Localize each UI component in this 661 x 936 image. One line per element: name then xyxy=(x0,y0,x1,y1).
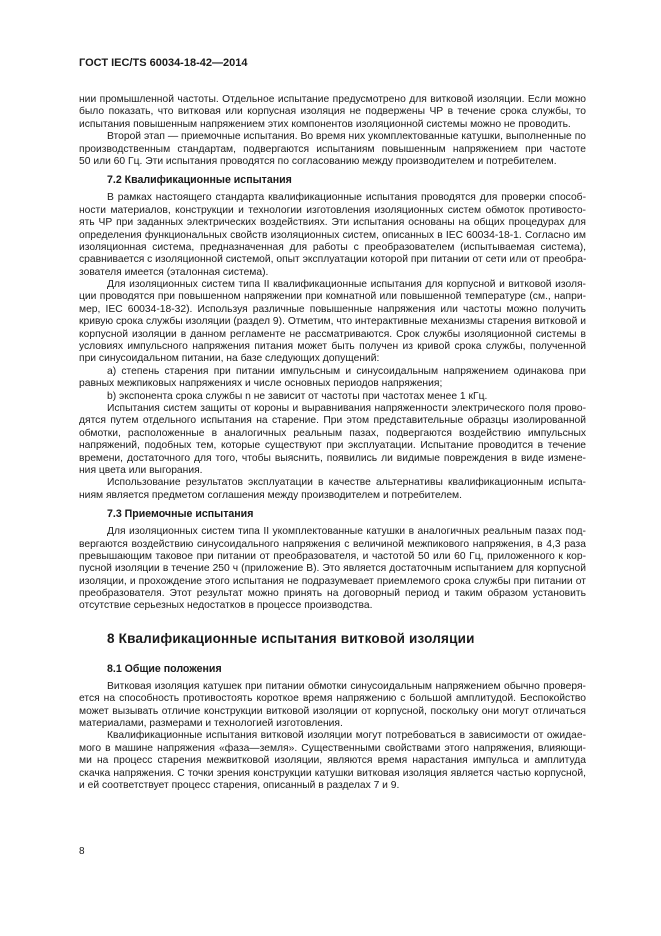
document-body xyxy=(79,94,586,792)
subsection-heading: 8.1 Общие положения xyxy=(107,662,222,675)
text-line: ции проводятся при повышенном напряжении при комнатной или повышенной температуре (см., напри- xyxy=(79,291,586,303)
paragraph xyxy=(79,730,586,792)
page-number: 8 xyxy=(79,846,85,857)
text-line: определения функциональных свойств изоляционных систем, описанных в IEC 60034-18-1. Согласно им xyxy=(79,229,586,241)
text-line: может вызывать отличие конструкции витковой изоляции от корпусной, поскольку они могут отличаться xyxy=(79,705,586,717)
text-line: скачка напряжения. С точки зрения конструкции катушки витковая изоляция является частью корпусной, xyxy=(79,767,586,779)
paragraph xyxy=(79,131,586,168)
subsection-heading: 7.3 Приемочные испытания xyxy=(107,508,254,521)
paragraph xyxy=(79,391,586,403)
text-line: b) экспонента срока службы n не зависит от частоты при частотах менее 1 кГц. xyxy=(107,390,488,402)
text-line: ять ЧР при заданных электрических воздействиях. Эти испытания основаны на общих процедурах для xyxy=(79,217,586,229)
paragraph xyxy=(79,477,586,502)
text-line: Второй этап — приемочные испытания. Во время них укомплектованные катушки, выполненные по xyxy=(107,131,586,143)
text-line: отсутствие серьезных недостатков в процессе производства. xyxy=(79,600,373,612)
text-line: мер, IEC 60034-18-32). Используя различные повышенные напряжения или частоты можно получить xyxy=(79,303,586,315)
text-line: Для изоляционных систем типа II укомплектованные катушки в аналогичных реальным пазах под- xyxy=(107,526,586,538)
text-line: a) степень старения при питании импульсным и синусоидальным напряжением одинакова при xyxy=(107,365,586,377)
document-header: ГОСТ IEC/TS 60034-18-42—2014 xyxy=(79,57,248,69)
text-line: условиях импульсного напряжения питания может быть получен из кривой срока службы, полученной xyxy=(79,341,586,353)
text-line: Испытания систем защиты от короны и выравнивания напряженности электрического поля прово- xyxy=(107,402,586,414)
text-line: изоляции, и прохождение этого испытания не подразумевает приемлемого срока службы при питании от xyxy=(79,575,586,587)
text-line: зователя имеется (эталонная система). xyxy=(79,266,269,278)
text-line: материалами, размерами и технологией изготовления. xyxy=(79,718,343,730)
text-line: дятся путем отдельного испытания на старение. При этом представительные образцы изолированной xyxy=(79,415,586,427)
text-line: при синусоидальном питании, на базе следующих допущений: xyxy=(79,353,380,365)
paragraph xyxy=(79,279,586,366)
text-line: ности материалов, конструкции и технологии изготовления изоляционных систем обмоток противосто- xyxy=(79,204,586,216)
text-line: Квалификационные испытания витковой изоляции могут потребоваться в зависимости от ожидае- xyxy=(107,730,586,742)
text-line: вергаются воздействию синусоидального напряжения с величиной межпикового напряжения, в 4,3 раза xyxy=(79,538,586,550)
paragraph xyxy=(79,94,586,131)
paragraph xyxy=(79,366,586,391)
text-line: превышающим таковое при питании от преобразователя, и частотой 50 или 60 Гц, приложенного к кор- xyxy=(79,550,586,562)
text-line: 50 или 60 Гц. Эти испытания проводятся по согласованию между производителем и потребителем. xyxy=(79,155,557,167)
paragraph xyxy=(79,403,586,477)
text-line: ется на способность противостоять короткое время напряжению с большой амплитудой. Беспокойство xyxy=(79,693,586,705)
text-line: Витковая изоляция катушек при питании обмотки синусоидальным напряжением обычно проверя- xyxy=(107,680,586,692)
paragraph xyxy=(79,526,586,613)
text-line: времени, достаточного для того, чтобы выяснить, появились ли видимые повреждения в виде измене- xyxy=(79,452,586,464)
text-line: и ей соответствует процесс старения, описанный в разделах 7 и 9. xyxy=(79,779,400,791)
subsection-heading: 7.2 Квалификационные испытания xyxy=(107,174,292,187)
text-line: ния цвета или выгорания. xyxy=(79,464,203,476)
text-line: изоляционная система, предназначенная для работы с преобразователем (испытываемая система), xyxy=(79,241,586,253)
text-line: сравнивается с изоляционной системой, опыт эксплуатации которой при питании от сети или от преобра- xyxy=(79,254,587,266)
text-line: напряжений, подобных тем, которые существуют при эксплуатации. Испытание проводится в течение xyxy=(79,440,586,452)
text-line: обмотки, расположенные в аналогичных реальным пазах, подвергаются воздействию импульсных xyxy=(79,427,586,439)
text-line: преобразователя. Этот результат можно принять на договорный период и таким образом установить xyxy=(79,588,586,600)
text-line: производственным стандартам, подвергаются испытаниям повышенным напряжением при частоте xyxy=(79,143,586,155)
text-line: Использование результатов эксплуатации в качестве альтернативы квалификационным испыта- xyxy=(107,477,586,489)
paragraph xyxy=(79,681,586,731)
text-line: испытания повышенным напряжением этих компонентов изоляционной системы можно не проводить. xyxy=(79,118,571,130)
text-line: В рамках настоящего стандарта квалификационные испытания проводятся для проверки способ- xyxy=(107,192,586,204)
section-heading: 8 Квалификационные испытания витковой изоляции xyxy=(107,630,475,646)
paragraph xyxy=(79,192,586,279)
text-line: кривую срока службы изоляции (раздел 9). Отметим, что интерактивные механизмы старения витковой и xyxy=(79,316,586,328)
text-line: равных межпиковых напряжениях и числе основных периодов напряжения; xyxy=(79,378,443,390)
text-line: корпусной изоляции в данном регламенте не рассматриваются. Срок службы изоляционной системы в xyxy=(79,328,586,340)
text-line: мого в машине напряжения «фаза—земля». Существенными свойствами этого напряжения, влияющи- xyxy=(79,742,586,754)
text-line: Для изоляционных систем типа II квалификационные испытания для корпусной и витковой изоля- xyxy=(107,279,586,291)
text-line: ниям является предметом соглашения между производителем и потребителем. xyxy=(79,489,462,501)
text-line: нии промышленной частоты. Отдельное испытание предусмотрено для витковой изоляции. Если можно xyxy=(79,94,586,105)
text-line: ми на процесс старения межвитковой изоляции, являются время нарастания импульса и амплитуда xyxy=(79,755,586,767)
text-line: пусной изоляции в течение 250 ч (приложение В). Это является достаточным испытанием для корпусной xyxy=(79,563,586,575)
text-line: было показать, что витковая или корпусная изоляция не подвержены ЧР в течение срока службы, то xyxy=(79,106,586,118)
